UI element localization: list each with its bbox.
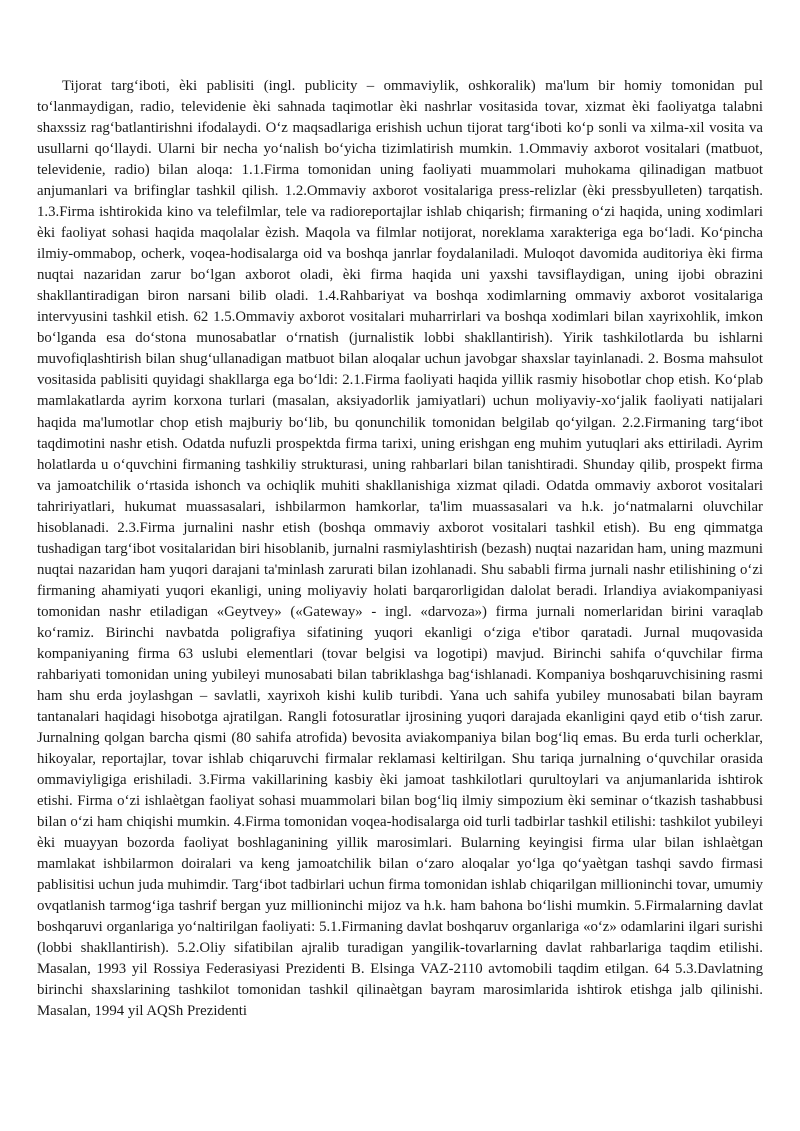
document-page: [37, 76, 763, 1022]
body-paragraph: Tijorat targ‘iboti, èki pablisiti (ingl. publicity – ommaviylik, oshkoralik) ma'lum bir homiy tomonidan pul to‘lanmaydigan, radio, televidenie èki sahnada taqimotlar èki nashrlar vositasida tovar, xizmat èki faoliyatga talabni shaxssiz rag‘batlantirishni ifodalaydi. O‘z maqsadlariga erishish uchun tijorat targ‘iboti ko‘p sonli va xilma-xil vosita va usullarni qo‘llaydi. Ularni bir necha yo‘nalish bo‘yicha tizimlatirish mumkin. 1.Ommaviy axborot vositalari (matbuot, televidenie, radio) bilan aloqa: 1.1.Firma tomonidan uning faoliyati muammolari muhokama qilinadigan matbuot anjumanlari va brifinglar tashkil qilish. 1.2.Ommaviy axborot vositalariga press-relizlar (èki pressbyulleten) tarqatish. 1.3.Firma ishtirokida kino va telefilmlar, tele va radioreportajlar ishlab chiqarish; firmaning o‘zi haqida, uning xodimlari èki faoliyat sohasi haqida maqolalar èzish. Maqola va filmlar notijorat, noreklama xarakteriga ega bo‘ladi. Ko‘pincha ilmiy-ommabop, ocherk, voqea-hodisalarga oid va boshqa janrlar foydalaniladi. Muloqot davomida auditoriya èki firma nuqtai nazaridan zarur bo‘lgan axborot oladi, èki firma haqida uni yaxshi tavsiflaydigan, uning ijobi obrazini shakllantiradigan biron narsani bilib oladi. 1.4.Rahbariyat va boshqa xodimlarning ommaviy axborot vositalariga intervyusini tashkil etish. 62 1.5.Ommaviy axborot vositalari muharrirlari va boshqa xodimlari bilan xayrixohlik, imkon bo‘lganda esa do‘stona munosabatlar o‘rnatish (jurnalistik lobbi shakllantirish). Yirik tashkilotlarda bu ishlarni muvofiqlashtirish bilan shug‘ullanadigan matbuot bilan aloqalar uchun javobgar shaxslar tayinlanadi. 2. Bosma mahsulot vositasida pablisiti quyidagi shakllarga ega bo‘ldi: 2.1.Firma faoliyati haqida yillik rasmiy hisobotlar chop etish. Ko‘plab mamlakatlarda ayrim korxona turlari (masalan, aksiyadorlik jamiyatlari) uchun moliyaviy-xo‘jalik faoliyati natijalari haqida ma'lumotlar chop etish majburiy bo‘lib, bu qonunchilik tomonidan belgilab qo‘yilgan. 2.2.Firmaning targ‘ibot taqdimotini nashr etish. Odatda nufuzli prospektda firma tarixi, uning erishgan eng muhim yutuqlari aks ettiriladi. Ayrim holatlarda u o‘quvchini firmaning tashkiliy strukturasi, uning rahbarlari bilan tanishtiradi. Shunday qilib, prospekt firma va jamoatchilik o‘rtasida ishonch va ochiqlik muhiti shakllanishiga xizmat qiladi. Odatda ommaviy axborot vositalari tahririyatlari, hukumat muassasalari, ishbilarmon hamkorlar, ta'lim muassasalari va h.k. jo‘natmalarni oluvchilar hisoblanadi. 2.3.Firma jurnalini nashr etish (boshqa ommaviy axborot vositalari tashkil etish). Bu eng qimmatga tushadigan targ‘ibot vositalaridan biri hisoblanib, jurnalni rasmiylashtirish (bezash) nuqtai nazaridan ham, uning mazmuni nuqtai nazaridan ham yuqori darajani ta'minlash zarurati bilan izohlanadi. Shu sababli firma jurnali nashr etilishining o‘zi firmaning ahamiyati yuqori ekanligi, uning moliyaviy holati barqarorligidan dalolat beradi. Irlandiya aviakompaniyasi tomonidan nashr etiladigan «Geytvey» («Gateway» - ingl. «darvoza») firma jurnali nomerlaridan birini varaqlab ko‘ramiz. Birinchi navbatda poligrafiya sifatining yuqori ekanligi o‘ziga e'tibor qaratadi. Jurnal muqovasida kompaniyaning firma 63 uslubi elementlari (tovar belgisi va logotipi) mavjud. Birinchi sahifa o‘quvchilar firma rahbariyati tomonidan uning yubileyi munosabati bilan tabriklashga bag‘ishlanadi. Kompaniya boshqaruvchisining rasmi ham shu erda joylashgan – savlatli, xayrixoh kishi kulib turibdi. Yana uch sahifa yubiley munosabati bilan bayram tantanalari haqidagi hisobotga ajratilgan. Rangli fotosuratlar ijrosining yuqori darajada ekanligini qayd etib o‘tish zarur. Jurnalning qolgan barcha qismi (80 sahifa atrofida) bevosita aviakompaniya bilan bog‘liq emas. Bu erda turli ocherklar, hikoyalar, reportajlar, tovar ishlab chiqaruvchi firmalar reklamasi keltirilgan. Shu tariqa jurnalning o‘quvchilar orasida ommaviyligiga erishiladi. 3.Firma vakillarining kasbiy èki jamoat tashkilotlari qurultoylari va anjumanlarida ishtirok etishi. Firma o‘zi ishlaètgan faoliyat sohasi muammolari bilan bog‘liq ilmiy simpozium èki seminar o‘tkazish tashabbusi bilan o‘zi ham chiqishi mumkin. 4.Firma tomonidan voqea-hodisalarga oid turli tadbirlar tashkil etilishi: tashkilot yubileyi èki muayyan bozorda faoliyat boshlaganining yillik marosimlari. Bularning keyingisi firma ular bilan ishlaètgan mamlakat ishbilarmon doiralari va keng jamoatchilik bilan o‘zaro aloqalar yo‘lga qo‘yaètgan tashqi savdo firmasi pablisitisi uchun juda muhimdir. Targ‘ibot tadbirlari uchun firma tomonidan ishlab chiqarilgan millioninchi tovar, umumiy ovqatlanish tarmog‘iga tashrif bergan yuz millioninchi mijoz va h.k. ham bahona bo‘lishi mumkin. 5.Firmalarning davlat boshqaruvi organlariga yo‘naltirilgan faoliyati: 5.1.Firmaning davlat boshqaruv organlariga «o‘z» odamlarini ilgari surishi (lobbi shakllantirish). 5.2.Oliy sifatibilan ajralib turadigan yangilik-tovarlarning davlat rahbarlariga taqdim etilishi. Masalan, 1993 yil Rossiya Federasiyasi Prezidenti B. Elsinga VAZ-2110 avtomobili taqdim etilgan. 64 5.3.Davlatning birinchi shaxslarining tashkilot tomonidan tashkil qilinaètgan bayram marosimlarida ishtirok etishga jalb qilinishi. Masalan, 1994 yil AQSh Prezidenti: [37, 78, 763, 1020]
